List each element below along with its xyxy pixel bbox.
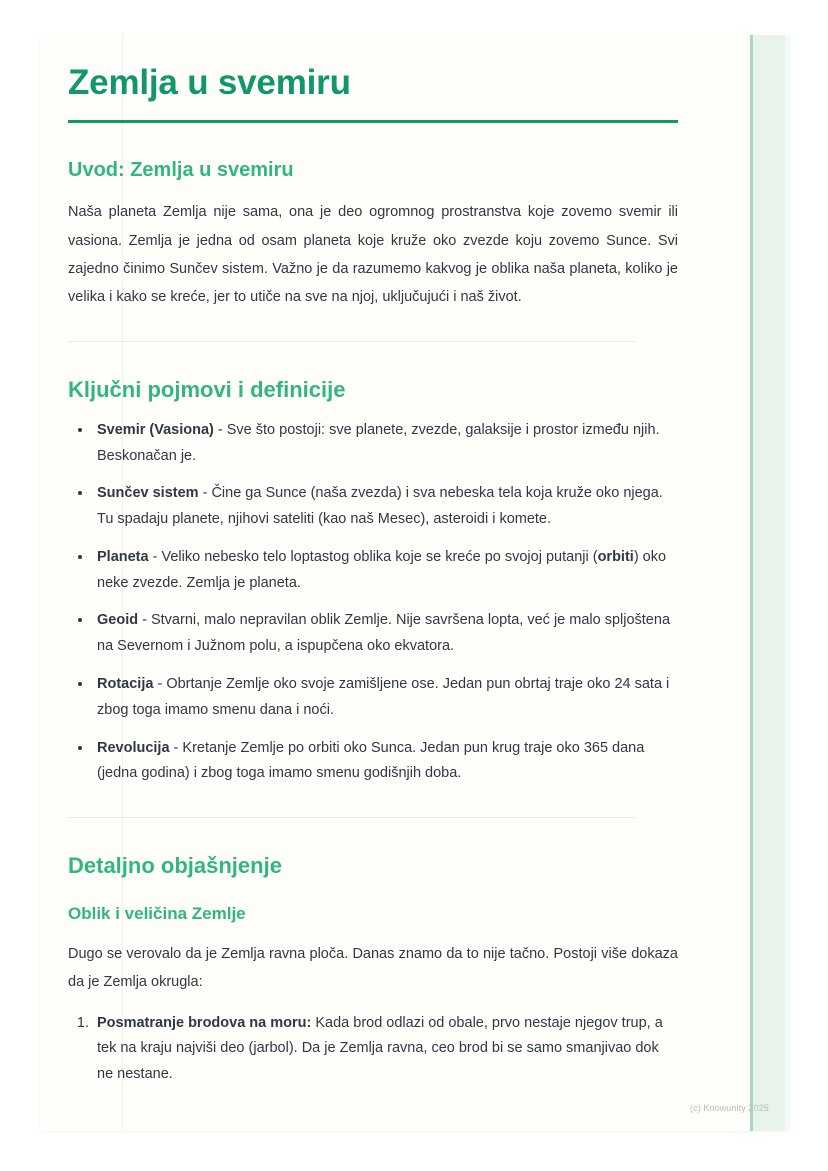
section-heading-key-terms: Ključni pojmovi i definicije [68,377,346,403]
intro-paragraph: Naša planeta Zemlja nije sama, ona je deo ogromnog prostranstva koje zovemo svemir ili vasiona. Zemlja je jedna od osam planeta koje kruže oko zvezde koju zovemo Sunce. Svi zajedno činimo Sunčev sistem. Važno je da razumemo kakvog je oblika naša planeta, koliko je velika i kako se kreće, jer to utiče na sve na njoj, uključujući i naš život. [68,204,678,306]
term-label: Rotacija [97,676,154,693]
section-divider-1 [68,341,635,342]
evidence-label: Posmatranje brodova na moru: [97,1014,312,1031]
term-definition: Stvarni, malo nepravilan oblik Zemlje. Nije savršena lopta, već je malo spljoštena na Severnom i Južnom polu, a ispupčena oko ekvatora. [97,612,671,655]
copyright-watermark: (c) Knowunity 2025 [690,1103,769,1113]
term-dash: - [198,485,212,502]
evidence-list [68,1011,678,1088]
term-definition: Sve što postoji: sve planete, zvezde, galaksije i prostor između njih. Beskonačan je. [97,421,660,464]
term-definition: Kretanje Zemlje po orbiti oko Sunca. Jedan pun krug traje oko 365 dana (jedna godina) i zbog toga imamo smenu godišnjih doba. [97,739,645,782]
list-item [93,736,678,788]
right-accent-band-inner [785,35,790,1131]
detailed-paragraph: Dugo se verovalo da je Zemlja ravna ploča. Danas znamo da to nije tačno. Postoji više dokaza da je Zemlja okrugla: [68,946,678,991]
term-definition: Čine ga Sunce (naša zvezda) i sva nebeska tela koja kruže oko njega. Tu spadaju planete, njihovi sateliti (kao naš Mesec), asteroidi i komete. [97,485,663,528]
list-item [93,608,678,660]
list-item [93,545,678,597]
term-dash: - [169,739,183,756]
term-label: Revolucija [97,739,170,756]
term-definition: Veliko nebesko telo loptastog oblika koje se kreće po svojoj putanji ( [161,548,598,565]
term-emphasis: orbiti [597,548,634,565]
section-heading-detailed: Detaljno objašnjenje [68,853,282,879]
term-definition: Obrtanje Zemlje oko svoje zamišljene ose. Jedan pun obrtaj traje oko 24 sata i zbog toga imamo smenu dana i noći. [97,676,670,718]
section-heading-intro: Uvod: Zemlja u svemiru [68,159,294,182]
term-dash: - [148,548,162,565]
term-label: Geoid [97,612,139,629]
list-item [93,481,678,533]
list-item [93,672,678,724]
term-label: Svemir (Vasiona) [97,421,214,438]
term-dash: - [213,421,227,438]
evidence-text: Kada brod odlazi od obale, prvo nestaje njegov trup, a tek na kraju najviši deo (jarbol). Da je Zemlja ravna, ceo brod bi se samo smanjivao dok ne nestane. [97,1014,663,1083]
term-label: Planeta [97,548,149,565]
list-item [93,418,678,470]
right-accent-band [750,35,790,1131]
key-terms-list [68,418,678,788]
document-content [68,35,678,1088]
section-divider-2 [68,817,635,818]
title-underline [68,120,678,123]
term-definition-tail: ) oko neke zvezde. Zemlja je planeta. [97,548,667,591]
subsection-heading-shape-size: Oblik i veličina Zemlje [68,903,246,923]
page-title: Zemlja u svemiru [68,63,351,102]
term-dash: - [138,612,151,629]
list-item [93,1011,678,1088]
document-page [40,35,790,1131]
term-label: Sunčev sistem [97,485,199,502]
term-dash: - [153,676,167,693]
